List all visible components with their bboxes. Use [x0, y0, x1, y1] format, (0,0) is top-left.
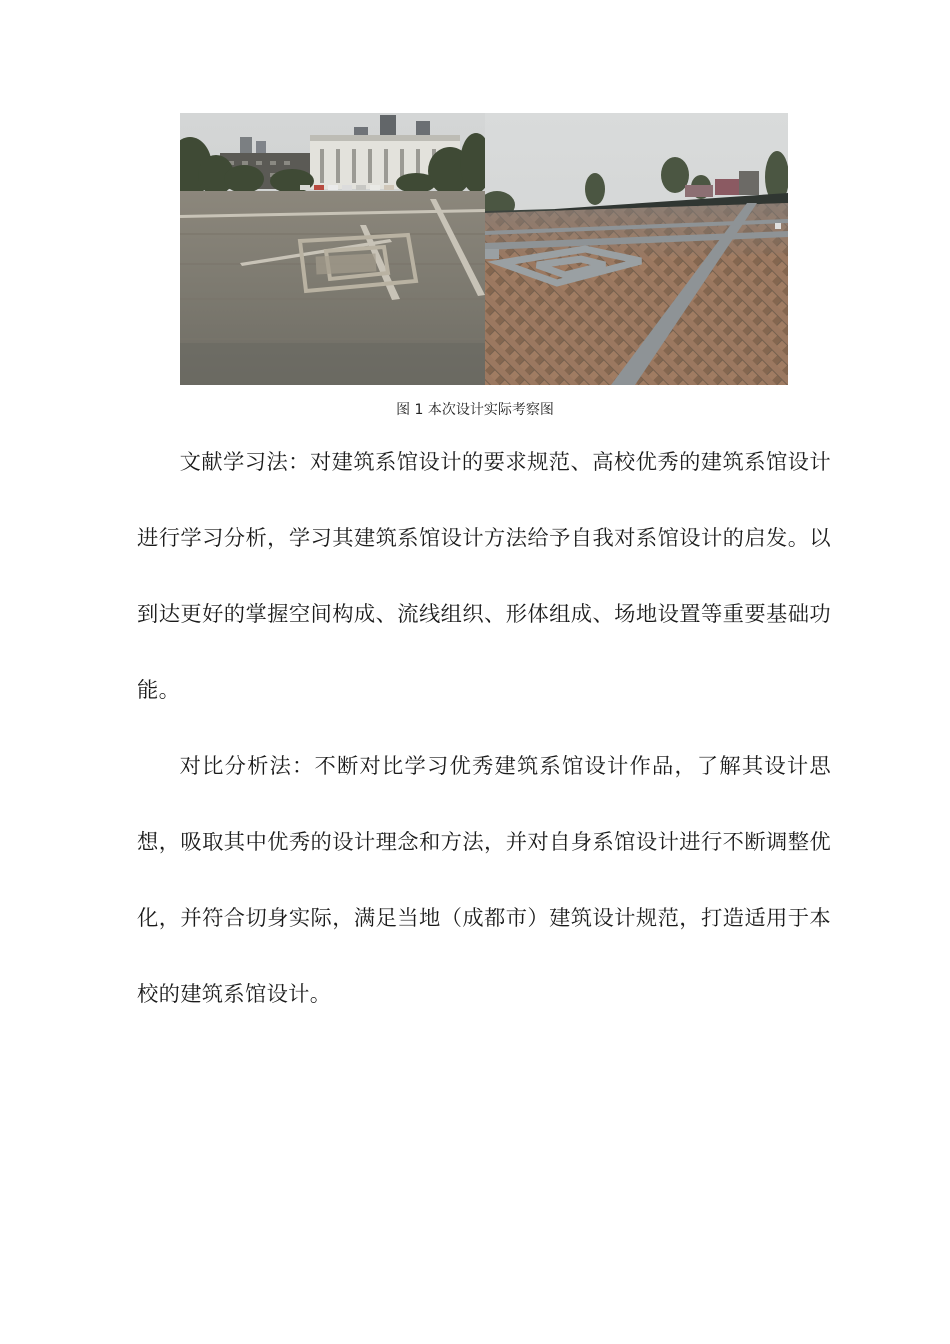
- brick-paved-plaza-photo-icon: [485, 113, 788, 385]
- paragraph-literature-method: 文献学习法：对建筑系馆设计的要求规范、高校优秀的建筑系馆设计进行学习分析，学习其建筑系馆设计方法给予自我对系馆设计的启发。以到达更好的掌握空间构成、流线组织、形体组成、场地设置等重要基础功能。: [137, 450, 831, 703]
- figure-caption: 图 1 本次设计实际考察图: [396, 402, 554, 418]
- plaza-buildings-photo-icon: [180, 113, 485, 385]
- site-photo-left: [180, 113, 485, 385]
- site-photo-right: [485, 113, 788, 385]
- paragraph-comparative-method: 对比分析法：不断对比学习优秀建筑系馆设计作品，了解其设计思想，吸取其中优秀的设计理念和方法，并对自身系馆设计进行不断调整优化，并符合切身实际，满足当地（成都市）建筑设计规范，打造适用于本校的建筑系馆设计。: [137, 754, 831, 1007]
- body-text: [137, 425, 831, 1033]
- site-survey-figure: [180, 113, 788, 385]
